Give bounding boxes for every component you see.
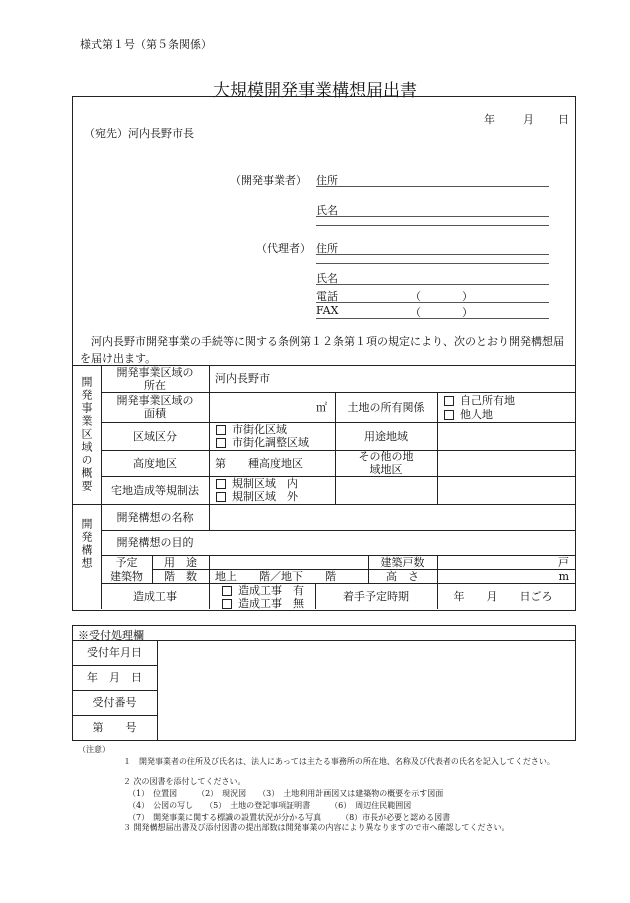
height-district-value[interactable]: 第 種高度地区 xyxy=(215,456,303,470)
reception-heading: ※受付処理欄 xyxy=(78,629,144,642)
use-zone-label: 用途地域 xyxy=(364,429,408,443)
date-month: 月 xyxy=(523,113,534,126)
grading-no[interactable]: 造成工事 無 xyxy=(222,597,304,610)
checkbox-icon xyxy=(222,586,232,596)
fax-paren-close: ） xyxy=(462,306,473,319)
developer-label: （開発事業者） xyxy=(230,174,307,187)
agent-address-field[interactable] xyxy=(316,240,549,255)
height-unit: m xyxy=(558,569,569,583)
floors-label: 階 数 xyxy=(164,569,197,583)
residential-options xyxy=(216,477,298,503)
other-zone-label: その他の地域地区 xyxy=(358,450,414,476)
zone-adjustment[interactable]: 市街化調整区域 xyxy=(216,436,309,449)
start-value[interactable]: 年 月 日ごろ xyxy=(453,589,553,603)
notes-heading: （注意） xyxy=(78,745,110,754)
height-district-label: 高度地区 xyxy=(133,456,177,470)
agent-phone-field[interactable] xyxy=(316,288,549,303)
agent-fax-label: FAX xyxy=(316,304,339,317)
building-height-label: 高 さ xyxy=(386,569,419,583)
agent-name-label: 氏名 xyxy=(316,272,338,285)
reception-date-label: 受付年月日 xyxy=(87,646,142,659)
ownership-label: 土地の所有関係 xyxy=(347,400,425,414)
grading-options xyxy=(222,584,304,610)
note-line-4: （4） 公図の写し （5） 土地の登記事項証明書 （6） 周辺住民範囲図 xyxy=(128,801,412,810)
zone-urbanization[interactable]: 市街化区域 xyxy=(216,423,309,436)
height-value[interactable] xyxy=(437,569,569,583)
plan-name-label: 開発構想の名称 xyxy=(116,510,194,524)
agent-name-field[interactable] xyxy=(316,270,549,285)
form-number: 様式第１号（第５条関係） xyxy=(80,38,212,51)
intro-text: 河内長野市開発事業の手続等に関する条例第１２条第１項の規定により、次のとおり開発構想届を届け出ます。 xyxy=(80,335,564,365)
agent-address-label: 住所 xyxy=(316,242,338,255)
phone-paren-open: （ xyxy=(410,290,421,303)
area-unit: ㎡ xyxy=(316,400,327,414)
ownership-own[interactable]: 自己所有地 xyxy=(444,394,515,408)
ownership-options xyxy=(444,394,515,422)
note-line-5: （7） 開発事業に関する標識の設置状況が分かる写真 （8）市長が必要と認める図書 xyxy=(128,813,451,822)
developer-extra-line xyxy=(316,224,549,226)
location-value[interactable]: 河内長野市 xyxy=(215,372,270,385)
developer-name-label: 氏名 xyxy=(316,204,338,217)
plan-purpose-value[interactable] xyxy=(209,530,575,555)
reception-number-label: 受付番号 xyxy=(92,696,137,709)
agent-fax-field[interactable] xyxy=(316,304,549,319)
fax-paren-open: （ xyxy=(410,306,421,319)
developer-address-label: 住所 xyxy=(316,174,338,187)
addressee: （宛先）河内長野市長 xyxy=(84,127,194,140)
grading-label: 造成工事 xyxy=(133,589,177,603)
units-value[interactable] xyxy=(437,555,569,569)
plan-section-heading: 開発構想 xyxy=(80,517,93,570)
note-line-2: ２ 次の図書を添付してください。 xyxy=(123,777,246,786)
area-section-heading: 開発事業区域の概要 xyxy=(80,376,93,493)
ownership-other[interactable]: 他人地 xyxy=(444,408,515,422)
plan-name-value[interactable] xyxy=(209,504,575,530)
agent-phone-label: 電話 xyxy=(316,290,338,303)
use-label: 用 途 xyxy=(164,555,197,569)
checkbox-icon xyxy=(216,479,226,489)
checkbox-icon xyxy=(216,492,226,502)
note-line-6: ３ 開発構想届出書及び添付図書の提出部数は開発事業の内容により異なりますので市へ確認してください。 xyxy=(123,823,510,832)
checkbox-icon xyxy=(222,599,232,609)
zone-options xyxy=(216,423,309,449)
checkbox-icon xyxy=(216,438,226,448)
planned-label-2: 建築物 xyxy=(110,569,143,583)
page-title: 大規模開発事業構想届出書 xyxy=(213,81,417,101)
reception-date-value[interactable]: 年 月 日 xyxy=(87,671,142,684)
zone-label: 区域区分 xyxy=(133,429,177,443)
reception-number-value[interactable]: 第 号 xyxy=(92,721,137,734)
developer-name-field[interactable] xyxy=(316,202,549,217)
date-day: 日 xyxy=(558,113,569,126)
checkbox-icon xyxy=(444,410,454,420)
residential-outside[interactable]: 規制区域 外 xyxy=(216,490,298,503)
residential-inside[interactable]: 規制区域 内 xyxy=(216,477,298,490)
checkbox-icon xyxy=(216,425,226,435)
note-line-1: １ 開発事業者の住所及び氏名は、法人にあっては主たる事務所の所在地、名称及び代表者の氏名を記入してください。 xyxy=(123,757,555,766)
phone-paren-close: ） xyxy=(462,290,473,303)
location-label: 開発事業区域の所在 xyxy=(116,365,194,392)
area-label: 開発事業区域の面積 xyxy=(116,394,194,420)
residential-law-label: 宅地造成等規制法 xyxy=(111,483,199,497)
plan-purpose-label: 開発構想の目的 xyxy=(116,536,194,549)
floors-value[interactable]: 地上 階／地下 階 xyxy=(215,569,336,583)
units-label: 建築戸数 xyxy=(380,555,425,569)
area-value[interactable] xyxy=(209,392,335,422)
units-unit: 戸 xyxy=(558,555,569,569)
note-line-3: （1） 位置図 （2） 現況図 （3） 土地利用計画図又は建築物の概要を示す図面 xyxy=(128,789,444,798)
start-label: 着手予定時期 xyxy=(343,589,409,603)
checkbox-icon xyxy=(444,396,454,406)
agent-address-line-2 xyxy=(316,262,549,264)
grading-yes[interactable]: 造成工事 有 xyxy=(222,584,304,597)
planned-label-1: 予定 xyxy=(115,555,138,569)
agent-label: （代理者） xyxy=(256,242,311,255)
developer-address-field[interactable] xyxy=(316,172,549,187)
date-year: 年 xyxy=(484,113,495,126)
